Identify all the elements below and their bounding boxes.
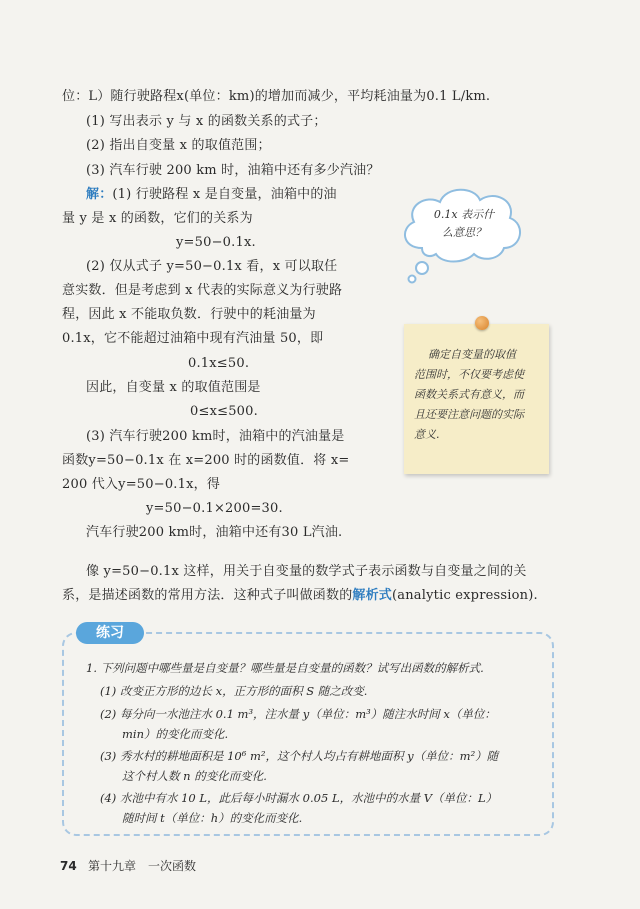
- body-line-8: (2) 仅从式子 y=50−0.1x 看，x 可以取任: [86, 259, 338, 274]
- body-line-4: (3) 汽车行驶 200 km 时，油箱中还有多少汽油？: [86, 163, 380, 178]
- practice-question: 1. 下列问题中哪些量是自变量？哪些量是自变量的函数？试写出函数的解析式.: [86, 661, 484, 675]
- cloud-line-2: 么意思？: [442, 226, 486, 239]
- body-line-16: 函数y=50−0.1x 在 x=200 时的函数值．将 x=: [62, 453, 350, 468]
- inequality-1: 0.1x≤50.: [188, 356, 250, 371]
- note-line-5: 意义.: [414, 428, 440, 441]
- pushpin-icon: [475, 316, 489, 330]
- practice-item-2: (2) 每分向一水池注水 0.1 m³，注水量 y（单位：m³）随注水时间 x（单位：: [100, 707, 496, 721]
- cloud-text: [418, 206, 510, 242]
- note-line-1: 确定自变量的取值: [428, 348, 516, 361]
- analytic-expression-term: 解析式: [352, 588, 393, 603]
- thought-cloud: [392, 176, 532, 286]
- page-number: 74: [60, 859, 77, 873]
- practice-item-4: (4) 水池中有水 10 L，此后每小时漏水 0.05 L，水池中的水量 V（单位：L）: [100, 791, 498, 805]
- solution-label: 解：: [86, 187, 113, 202]
- body-line-3: (2) 指出自变量 x 的取值范围；: [86, 138, 271, 153]
- practice-item-2-cont: min）的变化而变化.: [122, 727, 229, 741]
- inequality-2: 0≤x≤500.: [190, 404, 258, 419]
- definition-line-1: 像 y=50−0.1x 这样，用关于自变量的数学式子表示函数与自变量之间的关: [86, 564, 527, 579]
- body-line-19: 汽车行驶200 km时，油箱中还有30 L汽油.: [86, 525, 343, 540]
- practice-item-3-cont: 这个村人数 n 的变化而变化.: [122, 769, 267, 783]
- solution-part-number: (1): [112, 187, 132, 202]
- solution-line: [86, 186, 337, 204]
- body-line-17: 200 代入y=50−0.1x，得: [62, 477, 221, 492]
- practice-title: 练习: [76, 622, 144, 644]
- body-line-5: 行驶路程 x 是自变量，油箱中的油: [135, 187, 337, 202]
- equation-1: y=50−0.1x.: [176, 235, 256, 250]
- cloud-line-1: 0.1x 表示什: [433, 208, 495, 221]
- definition-text: 系，是描述函数的常用方法．这种式子叫做函数的: [62, 588, 353, 603]
- equation-2: y=50−0.1×200=30.: [146, 501, 283, 516]
- note-line-3: 函数关系式有意义，而: [414, 388, 524, 401]
- note-line-2: 范围时，不仅要考虑使: [414, 368, 524, 381]
- body-line-13: 因此，自变量 x 的取值范围是: [86, 380, 261, 395]
- definition-english: (analytic expression).: [392, 588, 538, 603]
- chapter-title: 第十九章 一次函数: [88, 859, 197, 873]
- note-line-4: 且还要注意问题的实际: [414, 408, 524, 421]
- body-line-9: 意实数．但是考虑到 x 代表的实际意义为行驶路: [62, 283, 343, 298]
- body-line-1: 位：L）随行驶路程x(单位：km)的增加而减少，平均耗油量为0.1 L/km.: [62, 89, 491, 104]
- practice-item-1: (1) 改变正方形的边长 x，正方形的面积 S 随之改变.: [100, 684, 368, 698]
- body-line-10: 程，因此 x 不能取负数．行驶中的耗油量为: [62, 307, 316, 322]
- body-line-6: 量 y 是 x 的函数，它们的关系为: [62, 211, 253, 226]
- body-line-15: (3) 汽车行驶200 km时，油箱中的汽油量是: [86, 429, 345, 444]
- practice-item-3: (3) 秀水村的耕地面积是 10⁶ m²，这个村人均占有耕地面积 y（单位：m²）随: [100, 749, 499, 763]
- practice-item-4-cont: 随时间 t（单位：h）的变化而变化.: [122, 811, 303, 825]
- body-line-11: 0.1x，它不能超过油箱中现有汽油量 50，即: [62, 331, 324, 346]
- definition-line-2: [62, 587, 538, 605]
- body-line-2: (1) 写出表示 y 与 x 的函数关系的式子；: [86, 114, 327, 129]
